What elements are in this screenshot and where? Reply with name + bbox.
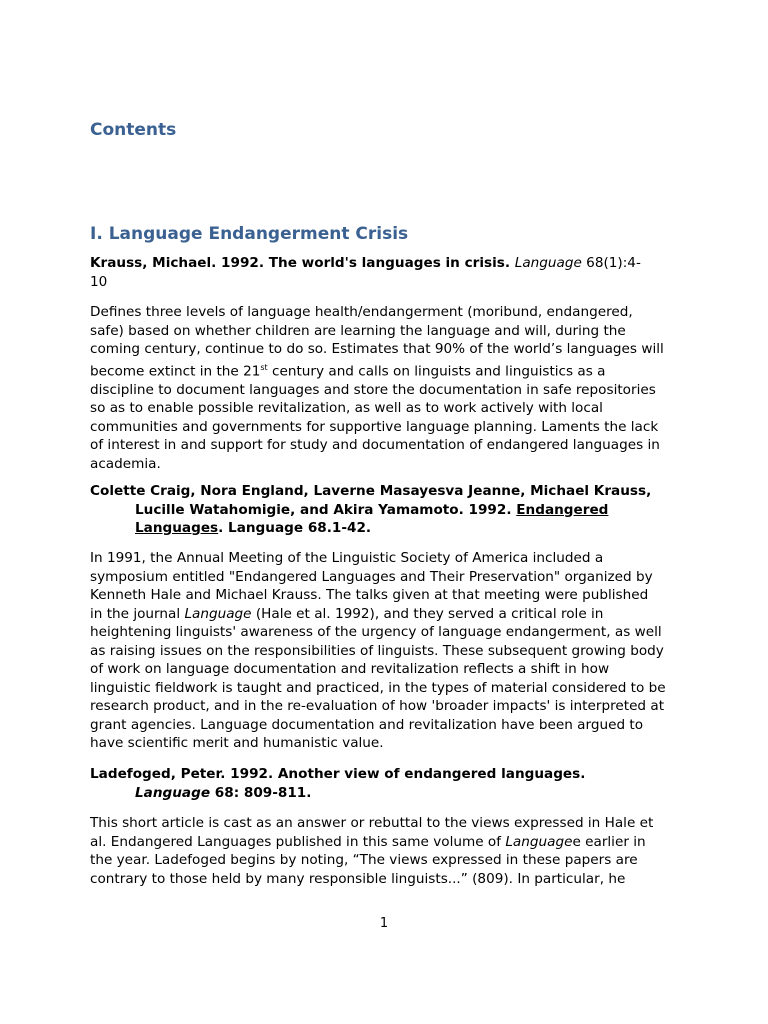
citation-line: Language 68: 809-811.	[135, 784, 312, 801]
body-line: communities and governments for supportive language planning. Laments the lack	[90, 418, 659, 435]
section-heading: I. Language Endangerment Crisis	[90, 224, 409, 244]
citation-link[interactable]: Languages	[135, 520, 219, 536]
citation-line: Lucille Watahomigie, and Akira Yamamoto. 1992. Endangered	[135, 501, 609, 518]
annotation-ladefoged	[90, 814, 690, 888]
body-line: coming century, continue to do so. Estimates that 90% of the world’s languages will	[90, 341, 664, 357]
citation-craig	[90, 482, 690, 538]
citation-line: Colette Craig, Nora England, Laverne Masayesva Jeanne, Michael Krauss,	[90, 483, 652, 499]
body-line: have scientific merit and humanistic value.	[90, 735, 384, 751]
superscript: st	[260, 362, 268, 372]
citation-krauss	[90, 254, 690, 291]
citation-line: Ladefoged, Peter. 1992. Another view of endangered languages.	[90, 766, 586, 782]
body-line: of interest in and support for study and documentation of endangered languages in	[90, 437, 660, 454]
citation-line: 10	[90, 273, 108, 290]
body-line: contrary to those held by many responsible linguists...” (809). In particular, he	[90, 870, 626, 887]
body-line: heightening linguists' awareness of the urgency of language endangerment, as well	[90, 624, 662, 640]
body-line: This short article is cast as an answer or rebuttal to the views expressed in Hale et	[90, 815, 654, 831]
citation-link[interactable]: Endangered	[516, 501, 609, 518]
body-line: linguistic fieldwork is taught and practiced, in the types of material considered to be	[90, 679, 666, 696]
body-line: In 1991, the Annual Meeting of the Linguistic Society of America included a	[90, 550, 604, 566]
body-line: Defines three levels of language health/endangerment (moribund, endangered,	[90, 304, 633, 320]
body-line: Kenneth Hale and Michael Krauss. The talks given at that meeting were published	[90, 587, 649, 603]
citation-line: Krauss, Michael. 1992. The world's languages in crisis. Language 68(1):4-	[90, 255, 641, 271]
body-line: safe) based on whether children are learning the language and will, during the	[90, 322, 626, 339]
body-line: so as to enable possible revitalization, as well as to work actively with local	[90, 400, 603, 417]
body-line: of work on language documentation and revitalization reflects a shift in how	[90, 661, 610, 677]
annotation-craig	[90, 549, 690, 753]
contents-heading: Contents	[90, 120, 177, 140]
body-line: al. Endangered Languages published in this same volume of Languagee earlier in	[90, 833, 646, 850]
body-line: grant agencies. Language documentation and revitalization have been argued to	[90, 716, 644, 733]
citation-line: Languages. Language 68.1-42.	[135, 520, 372, 536]
body-line: become extinct in the 21st century and calls on linguists and linguistics as a	[90, 362, 606, 380]
body-line: discipline to document languages and store the documentation in safe repositories	[90, 381, 656, 398]
body-line: symposium entitled "Endangered Languages and Their Preservation" organized by	[90, 568, 653, 585]
body-line: as raising issues on the responsibilities of linguists. These subsequent growing body	[90, 642, 664, 659]
body-line: academia.	[90, 455, 161, 472]
body-line: in the journal Language (Hale et al. 1992), and they served a critical role in	[90, 605, 604, 622]
annotation-krauss	[90, 303, 690, 473]
body-line: research product, and in the re-evaluation of how 'broader impacts' is interpreted at	[90, 698, 665, 714]
citation-ladefoged	[90, 765, 690, 802]
page-number: 1	[379, 916, 389, 931]
body-line: the year. Ladefoged begins by noting, “The views expressed in these papers are	[90, 852, 638, 868]
